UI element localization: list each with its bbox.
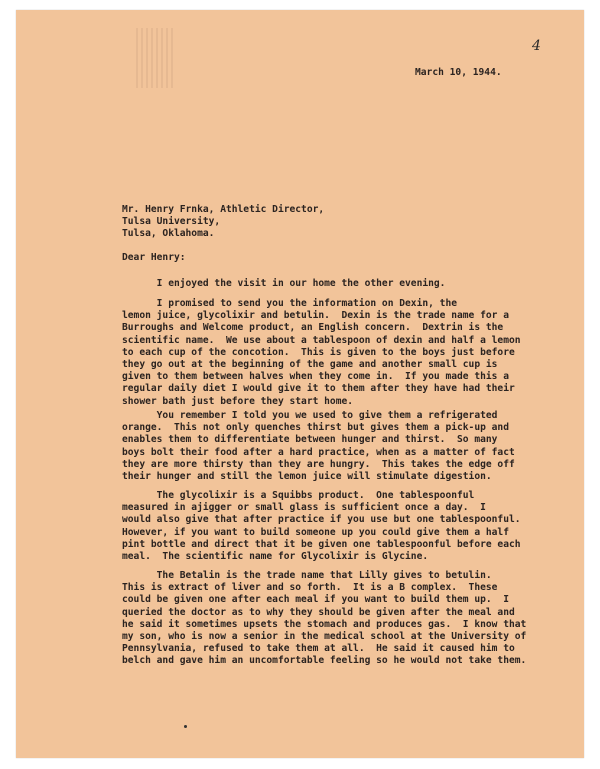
text-line: my son, who is now a senior in the medical school at the University of [122, 631, 527, 643]
text-line: would also give that after practice if you use but one tablespoonful. [122, 514, 521, 526]
text-line: belch and gave him an uncomfortable feeling so he would not take them. [122, 655, 527, 667]
text-line: Burroughs and Welcome product, an English concern. Dextrin is the [122, 322, 504, 334]
text-line: I promised to send you the information on Dexin, the [122, 298, 458, 309]
recipient-address [122, 204, 324, 241]
text-line: lemon juice, glycolixir and betulin. Dexin is the trade name for a [122, 310, 509, 322]
text-line: they go out at the beginning of the game and another small cup is [122, 359, 498, 371]
text-line: they are more thirsty than they are hungry. This takes the edge off [122, 458, 515, 470]
text-line: The glycolixir is a Squibbs product. One tablespoonful [122, 490, 475, 501]
text-line: he said it sometimes upsets the stomach and produces gas. I know that [122, 618, 527, 630]
address-line: Tulsa University, [122, 216, 221, 228]
text-line: scientific name. We use about a tablespoon of dexin and half a lemon [122, 334, 521, 346]
letter-date: March 10, 1944. [415, 67, 502, 78]
text-line: to each cup of the concotion. This is given to the boys just before [122, 346, 515, 358]
paper-mark [184, 725, 187, 728]
paragraph-5 [122, 570, 526, 668]
text-line: meal. The scientific name for Glycolixir is Glycine. [122, 551, 429, 563]
address-line: Mr. Henry Frnka, Athletic Director, [122, 204, 325, 215]
text-line: measured in ajigger or small glass is sufficient once a day. I [122, 502, 486, 514]
text-line: queried the doctor as to why they should be given after the meal and [122, 606, 515, 618]
text-line: boys bolt their food after a hard practice, when as a matter of fact [122, 446, 515, 458]
page-number: 4 [532, 38, 541, 54]
paragraph-4 [122, 490, 521, 563]
text-line: This is extract of liver and so forth. It is a B complex. These [122, 582, 498, 594]
text-line: Pennsylvania, refused to take them at all. He said it caused him to [122, 643, 515, 655]
text-line: given to them between halves when they come in. If you made this a [122, 371, 509, 383]
paragraph-1 [122, 278, 445, 290]
text-line: enables them to differentiate between hunger and thirst. So many [122, 434, 498, 446]
text-line: pint bottle and direct that it be given one tablespoonful before each [122, 538, 521, 550]
paper-smudge [136, 28, 176, 88]
text-line: could be given one after each meal if you want to build them up. I [122, 594, 509, 606]
text-line: shower bath just before they start home. [122, 395, 354, 407]
text-line: regular daily diet I would give it to them after they have had their [122, 383, 515, 395]
text-line: their hunger and still the lemon juice will stimulate digestion. [122, 471, 492, 483]
paragraph-3 [122, 410, 515, 483]
text-line: orange. This not only quenches thirst but gives them a pick-up and [122, 422, 509, 434]
salutation: Dear Henry: [122, 252, 186, 263]
text-line: However, if you want to build someone up you could give them a half [122, 526, 509, 538]
text-line: I enjoyed the visit in our home the other evening. [122, 278, 446, 289]
paragraph-2 [122, 298, 521, 408]
text-line: You remember I told you we used to give them a refrigerated [122, 410, 498, 421]
address-line: Tulsa, Oklahoma. [122, 228, 215, 240]
text-line: The Betalin is the trade name that Lilly gives to betulin. [122, 570, 492, 581]
